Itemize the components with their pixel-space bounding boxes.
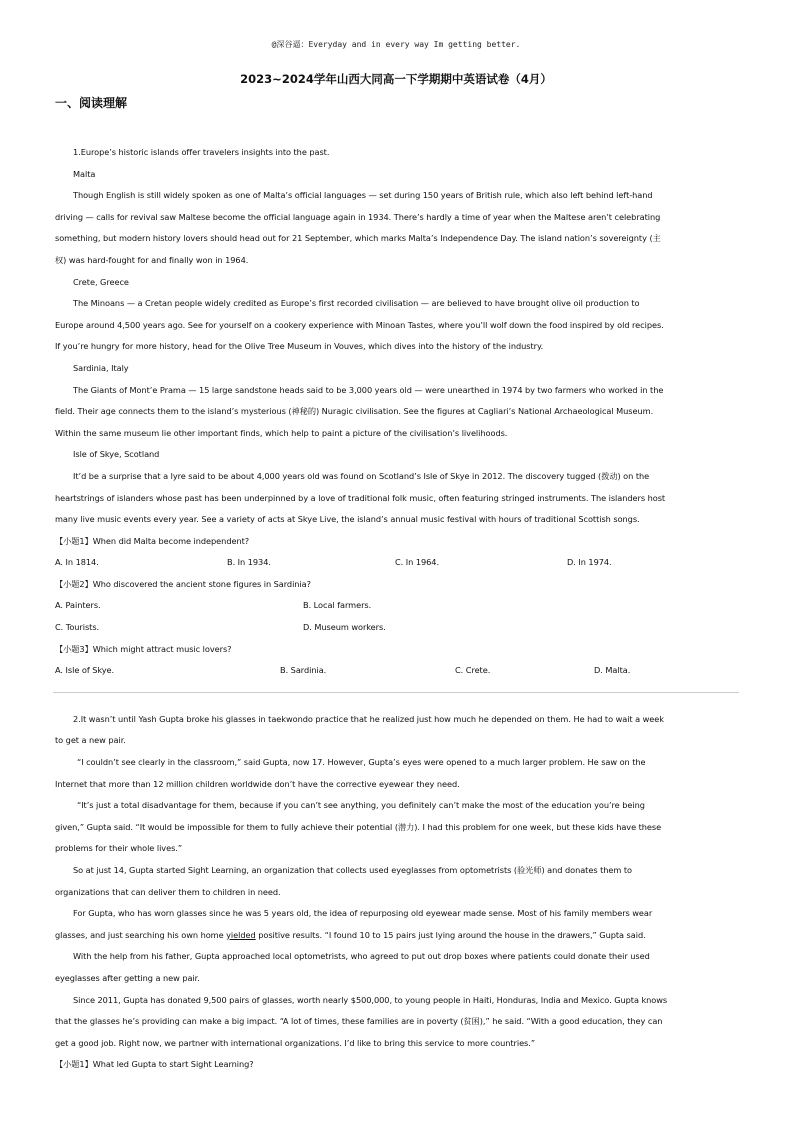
passage1-heading-sardinia: Sardinia, Italy (73, 362, 129, 373)
passage1-line: Within the same museum lie other important finds, which help to paint a picture of the civilisation’s livelihoods. (55, 427, 508, 438)
passage1-line: The Giants of Mont’e Prama — 15 large sandstone heads said to be 3,000 years old — were unearthed in 1974 by two farmers who worked in the (73, 384, 664, 395)
passage2-line: Internet that more than 12 million children worldwide don’t have the corrective eyewear they need. (55, 778, 460, 789)
passage2-line: So at just 14, Gupta started Sight Learning, an organization that collects used eyeglasses from optometrists (验光师) and donates them to (73, 865, 632, 875)
passage1-line: 权) was hard-fought for and finally won in 1964. (55, 254, 249, 265)
question-options (55, 552, 741, 574)
document-content (55, 142, 741, 1076)
underlined-word: yielded (226, 929, 256, 940)
passage2-line: eyeglasses after getting a new pair. (55, 972, 200, 983)
option-a[interactable]: A. Painters. (55, 600, 101, 611)
passage1-line: If you’re hungry for more history, head for the Olive Tree Museum in Vouves, which dives into the history of the industry. (55, 341, 544, 352)
option-d[interactable]: D. Museum workers. (303, 622, 386, 633)
passage2-line: 2.It wasn’t until Yash Gupta broke his glasses in taekwondo practice that he realized just how much he depended on them. He had to wait a week (73, 713, 664, 724)
option-a[interactable]: A. Isle of Skye. (55, 665, 115, 676)
section-divider (53, 692, 739, 693)
passage2-line: problems for their whole lives.” (55, 843, 183, 854)
line-text-after: positive results. “I found 10 to 15 pairs just lying around the house in the drawers,” Gupta said. (255, 929, 646, 940)
passage2-line: that the glasses he’s providing can make a big impact. “A lot of times, these families are in poverty (贫困),” he said. “With a good education, they can (55, 1016, 663, 1027)
option-b[interactable]: B. Local farmers. (303, 600, 372, 611)
question-stem: 【小题3】Which might attract music lovers? (55, 643, 232, 654)
option-d[interactable]: D. In 1974. (567, 557, 612, 568)
option-b[interactable]: B. In 1934. (227, 557, 271, 568)
passage1-line: Europe around 4,500 years ago. See for yourself on a cookery experience with Minoan Tastes, where you’ll wolf down the food inspired by old recipes. (55, 319, 664, 330)
passage1-heading-malta: Malta (73, 168, 96, 179)
option-c[interactable]: C. Crete. (455, 665, 491, 676)
question-stem: 【小题2】Who discovered the ancient stone figures in Sardinia? (55, 578, 311, 589)
option-c[interactable]: C. Tourists. (55, 622, 100, 633)
question-options (55, 595, 741, 617)
passage2-line: organizations that can deliver them to children in need. (55, 886, 281, 897)
section-heading: 一、阅读理解 (55, 96, 128, 110)
document-title: 2023~2024学年山西大同高一下学期期中英语试卷（4月） (240, 72, 552, 86)
passage1-line: It’d be a surprise that a lyre said to be about 4,000 years old was found on Scotland’s Isle of Skye in 2012. The discovery tugged (拨动) on the (73, 470, 650, 481)
option-d[interactable]: D. Malta. (594, 665, 631, 676)
line-text-before: glasses, and just searching his own home (55, 929, 227, 940)
passage1-line: heartstrings of islanders whose past has been underpinned by a love of traditional folk music, often featuring stringed instruments. The islanders host (55, 492, 666, 503)
passage2-line: With the help from his father, Gupta approached local optometrists, who agreed to put out drop boxes where patients could donate their used (73, 951, 650, 962)
passage1-heading-crete: Crete, Greece (73, 276, 129, 287)
passage1-line: Though English is still widely spoken as one of Malta’s official languages — set during 150 years of British rule, which also left behind left-hand (73, 190, 653, 201)
question-stem: 【小题1】When did Malta become independent? (55, 535, 250, 546)
question-stem: 【小题1】What led Gupta to start Sight Learning? (55, 1059, 254, 1070)
passage2-line: get a good job. Right now, we partner with international organizations. I’d like to bring this service to more countries.” (55, 1037, 536, 1048)
passage1-line: field. Their age connects them to the island’s mysterious (神秘的) Nuragic civilisation. See the figures at Cagliari’s National Archaeological Museum. (55, 406, 654, 417)
passage1-line: something, but modern history lovers should head out for 21 September, which marks Malta’s Independence Day. The island nation’s sovereignty (主 (55, 233, 661, 244)
passage2-line-yielded (55, 925, 741, 947)
option-b[interactable]: B. Sardinia. (280, 665, 327, 676)
question-options (55, 617, 741, 639)
passage1-heading-skye: Isle of Skye, Scotland (73, 449, 160, 460)
passage2-line: Since 2011, Gupta has donated 9,500 pairs of glasses, worth nearly $500,000, to young people in Haiti, Honduras, India and Mexico. Gupta knows (73, 994, 668, 1005)
passage2-line: to get a new pair. (55, 735, 126, 746)
passage1-line: 1.Europe’s historic islands offer travelers insights into the past. (73, 147, 330, 157)
passage2-line: given,” Gupta said. “It would be impossible for them to fully achieve their potential (潜力). I had this problem for one week, but these kids have these (55, 821, 662, 832)
passage2-line: “It’s just a total disadvantage for them, because if you can’t see anything, you definitely can’t make the most of the education you’re being (77, 800, 645, 811)
option-c[interactable]: C. In 1964. (395, 557, 440, 568)
option-a[interactable]: A. In 1814. (55, 557, 99, 568)
header-motto: @深谷逼：Everyday and in every way Im getting better. (271, 40, 521, 49)
passage2-line: “I couldn’t see clearly in the classroom,” said Gupta, now 17. However, Gupta’s eyes were opened to a much larger problem. He saw on the (77, 757, 646, 768)
passage1-line: The Minoans — a Cretan people widely credited as Europe’s first recorded civilisation — are believed to have brought olive oil production to (73, 298, 640, 309)
passage2-line: For Gupta, who has worn glasses since he was 5 years old, the idea of repurposing old eyewear made sense. Most of his family members wear (73, 908, 653, 919)
question-options (55, 660, 741, 682)
passage1-line: many live music events every year. See a variety of acts at Skye Live, the island’s annual music festival with hours of traditional Scottish songs. (55, 514, 640, 525)
passage1-line: driving — calls for revival saw Maltese become the official language again in 1934. There’s hardly a time of year when the Maltese aren’t celebrating (55, 211, 661, 222)
